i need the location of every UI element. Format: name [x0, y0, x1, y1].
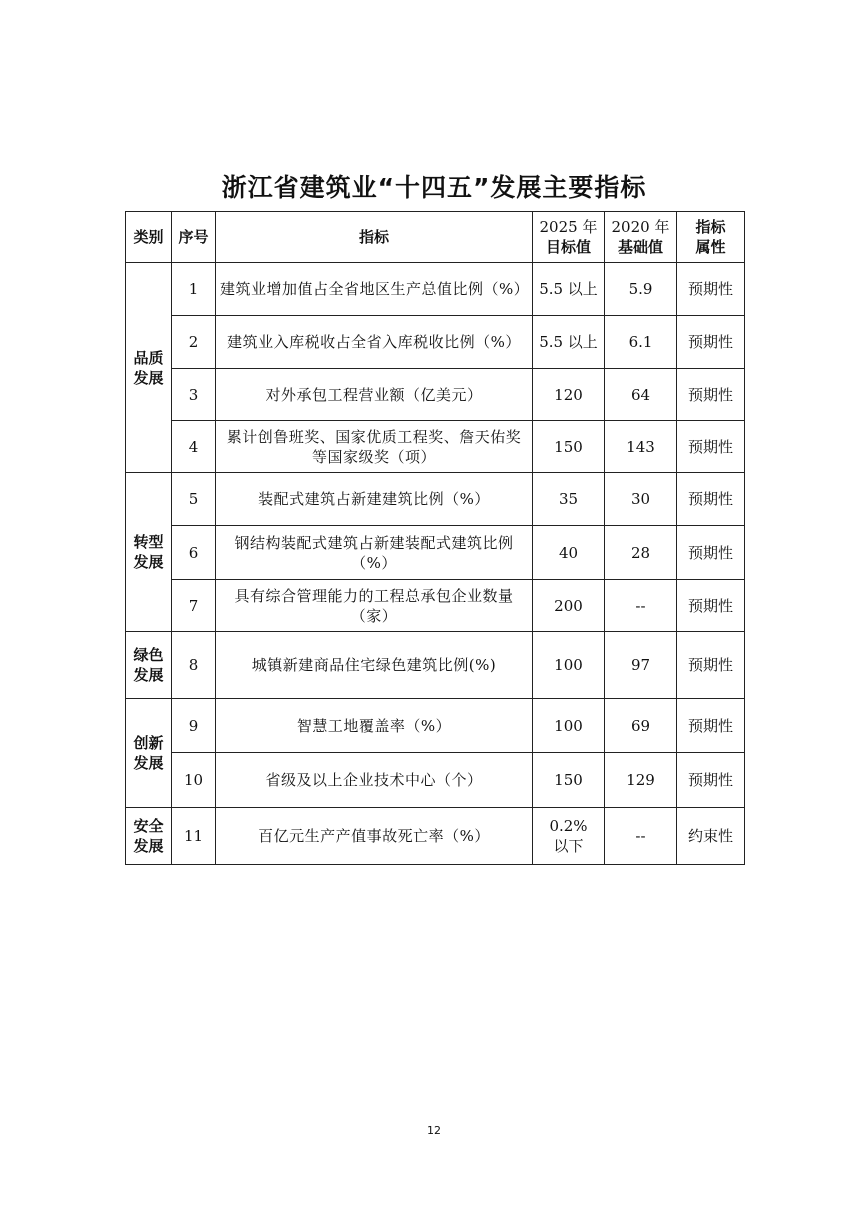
base-cell: 5.9: [605, 263, 677, 316]
base-cell: --: [605, 580, 677, 632]
category-green: [126, 632, 172, 699]
attr-cell: 预期性: [677, 263, 745, 316]
page-number: 12: [427, 1124, 441, 1137]
header-seq: 序号: [172, 212, 216, 263]
category-label: 品质: [133, 348, 164, 367]
target-cell: 40: [533, 526, 605, 580]
seq-cell: 4: [172, 421, 216, 473]
table-row: [126, 369, 745, 421]
base-cell: 30: [605, 473, 677, 526]
attr-cell: 预期性: [677, 369, 745, 421]
indicator-cell: 百亿元生产产值事故死亡率（%）: [216, 808, 533, 865]
seq-cell: 6: [172, 526, 216, 580]
category-label: 发展: [133, 666, 164, 684]
attr-cell: 预期性: [677, 632, 745, 699]
indicators-table: [125, 211, 745, 865]
base-cell: 143: [605, 421, 677, 473]
header-base-line1: 2020 年: [611, 218, 670, 236]
category-label: 发展: [133, 754, 164, 772]
target-cell: 100: [533, 632, 605, 699]
attr-cell: 预期性: [677, 473, 745, 526]
attr-cell: 预期性: [677, 753, 745, 808]
base-cell: --: [605, 808, 677, 865]
page-title: 浙江省建筑业“十四五”发展主要指标: [221, 173, 647, 202]
base-cell: 28: [605, 526, 677, 580]
category-transformation: [126, 473, 172, 632]
seq-cell: 3: [172, 369, 216, 421]
table-row: [126, 632, 745, 699]
attr-cell: 预期性: [677, 580, 745, 632]
seq-cell: 5: [172, 473, 216, 526]
category-label: 创新: [133, 734, 164, 752]
table-row: [126, 473, 745, 526]
table-row: [126, 316, 745, 369]
indicator-cell: 城镇新建商品住宅绿色建筑比例(%): [216, 632, 533, 699]
category-label: 发展: [133, 837, 164, 855]
table-row: [126, 580, 745, 632]
base-cell: 97: [605, 632, 677, 699]
target-line1: 0.2%: [549, 817, 588, 835]
header-target-line1: 2025 年: [539, 218, 598, 236]
target-cell: 120: [533, 369, 605, 421]
target-line2: 以下: [553, 837, 584, 855]
indicator-cell: 智慧工地覆盖率（%）: [216, 699, 533, 753]
indicator-cell: 省级及以上企业技术中心（个）: [216, 753, 533, 808]
target-cell: 150: [533, 753, 605, 808]
category-label: 转型: [133, 533, 164, 551]
table-row: [126, 753, 745, 808]
indicator-cell: 累计创鲁班奖、国家优质工程奖、詹天佑奖等国家级奖（项）: [216, 421, 533, 473]
category-label: 绿色: [133, 646, 164, 664]
seq-cell: 1: [172, 263, 216, 316]
table-row: [126, 263, 745, 316]
target-cell: 35: [533, 473, 605, 526]
header-attr: [677, 212, 745, 263]
header-target-line2: 目标值: [545, 238, 591, 256]
base-cell: 69: [605, 699, 677, 753]
seq-cell: 7: [172, 580, 216, 632]
seq-cell: 8: [172, 632, 216, 699]
indicator-cell: 具有综合管理能力的工程总承包企业数量（家）: [216, 580, 533, 632]
header-attr-line1: 指标: [695, 218, 726, 236]
category-label: 发展: [133, 553, 164, 571]
seq-cell: 11: [172, 808, 216, 865]
indicator-cell: 建筑业入库税收占全省入库税收比例（%）: [216, 316, 533, 369]
header-attr-line2: 属性: [695, 238, 726, 256]
target-cell: 100: [533, 699, 605, 753]
indicator-cell: 建筑业增加值占全省地区生产总值比例（%）: [216, 263, 533, 316]
table-row: [126, 526, 745, 580]
attr-cell: 预期性: [677, 316, 745, 369]
category-safety: [126, 808, 172, 865]
attr-cell: 预期性: [677, 699, 745, 753]
target-cell: 5.5 以上: [533, 316, 605, 369]
indicator-cell: 装配式建筑占新建建筑比例（%）: [216, 473, 533, 526]
base-cell: 129: [605, 753, 677, 808]
indicator-cell: 钢结构装配式建筑占新建装配式建筑比例（%）: [216, 526, 533, 580]
table-header-row: [126, 212, 745, 263]
seq-cell: 2: [172, 316, 216, 369]
category-label: 安全: [133, 817, 164, 835]
header-target: [533, 212, 605, 263]
seq-cell: 9: [172, 699, 216, 753]
header-base-line2: 基础值: [617, 238, 663, 256]
base-cell: 6.1: [605, 316, 677, 369]
target-cell: 200: [533, 580, 605, 632]
header-category: 类别: [126, 212, 172, 263]
target-cell: [533, 808, 605, 865]
attr-cell: 预期性: [677, 526, 745, 580]
attr-cell: 预期性: [677, 421, 745, 473]
attr-cell: 约束性: [677, 808, 745, 865]
category-quality: [126, 263, 172, 473]
category-innovation: [126, 699, 172, 808]
header-indicator: 指标: [216, 212, 533, 263]
seq-cell: 10: [172, 753, 216, 808]
indicator-cell: 对外承包工程营业额（亿美元）: [216, 369, 533, 421]
header-base: [605, 212, 677, 263]
target-cell: 150: [533, 421, 605, 473]
category-label: 发展: [133, 368, 164, 387]
base-cell: 64: [605, 369, 677, 421]
table-row: [126, 421, 745, 473]
table-row: [126, 699, 745, 753]
table-row: [126, 808, 745, 865]
target-cell: 5.5 以上: [533, 263, 605, 316]
